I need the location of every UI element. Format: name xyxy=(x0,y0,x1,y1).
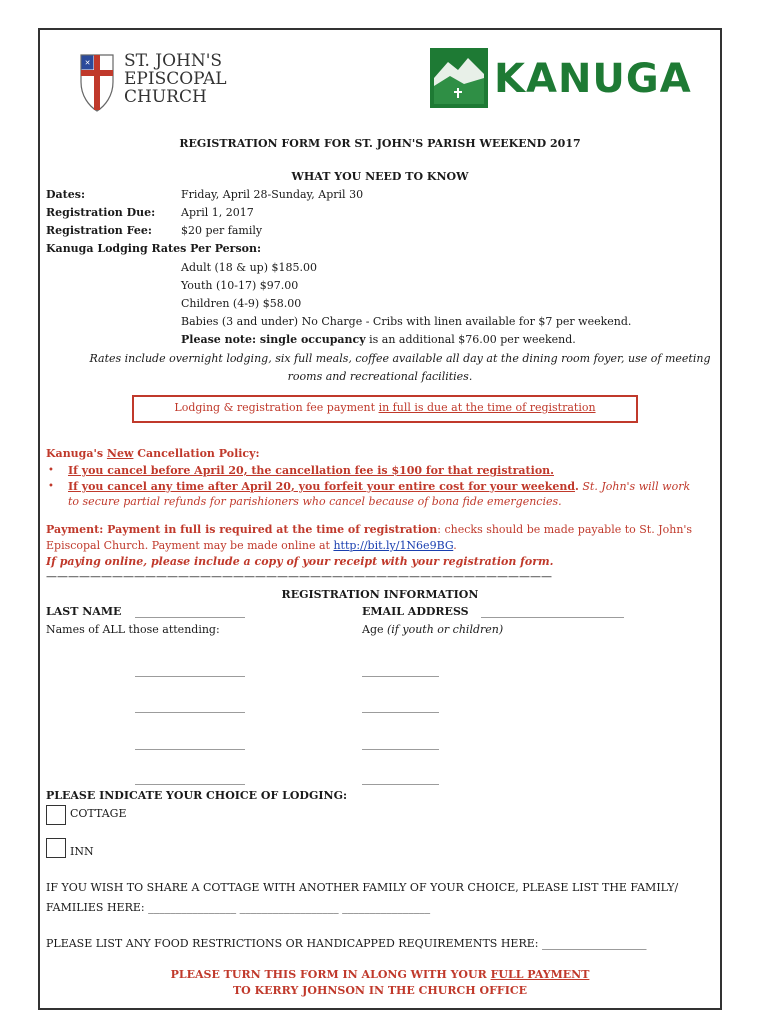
due-value: April 1, 2017 xyxy=(181,206,254,219)
know-heading: WHAT YOU NEED TO KNOW xyxy=(291,170,469,183)
attendee-name-field[interactable]: ____________________ xyxy=(135,700,245,713)
registration-info-heading: REGISTRATION INFORMATION xyxy=(281,588,479,601)
share-cottage-line2[interactable]: FAMILIES HERE: ________________ __________________ ________________ xyxy=(46,901,431,914)
attendee-name-field[interactable]: ____________________ xyxy=(135,664,245,677)
inn-label: INN xyxy=(70,845,94,858)
inn-checkbox[interactable] xyxy=(46,838,66,858)
cancellation-bullet-2-line2: to secure partial refunds for parishioners who cancel because of bona fide emergencies. xyxy=(68,495,562,508)
dates-value: Friday, April 28-Sunday, April 30 xyxy=(181,188,364,201)
bullet-dot-1: • xyxy=(48,465,54,476)
single-occupancy-note: Please note: single occupancy is an additional $76.00 per weekend. xyxy=(181,333,576,346)
svg-text:✕: ✕ xyxy=(84,59,91,67)
rate-adult: Adult (18 & up) $185.00 xyxy=(181,261,317,274)
cancellation-heading: Kanuga's New Cancellation Policy: xyxy=(46,447,260,460)
fee-value: $20 per family xyxy=(181,224,263,237)
online-payment-note: If paying online, please include a copy of your receipt with your registration form. xyxy=(46,555,554,568)
kanuga-mountain-icon xyxy=(430,48,488,108)
section-divider: —————————————————————————————————————————————— xyxy=(46,570,552,583)
lodging-heading: PLEASE INDICATE YOUR CHOICE OF LODGING: xyxy=(46,789,348,802)
attendee-name-field[interactable]: ____________________ xyxy=(135,737,245,750)
due-label: Registration Due: xyxy=(46,206,156,219)
attendee-age-field[interactable]: ______________ xyxy=(362,664,439,677)
payment-link[interactable]: http://bit.ly/1N6e9BG xyxy=(333,539,454,552)
closing-line1: PLEASE TURN THIS FORM IN ALONG WITH YOUR FULL PAYMENT xyxy=(170,968,590,981)
rate-youth: Youth (10-17) $97.00 xyxy=(181,279,299,292)
rate-children: Children (4-9) $58.00 xyxy=(181,297,302,310)
attendee-age-field[interactable]: ______________ xyxy=(362,772,439,785)
bullet-dot-2: • xyxy=(48,481,54,492)
rates-include-line1: Rates include overnight lodging, six full meals, coffee available all day at the dining room foyer, use of meeting xyxy=(89,352,711,365)
cancellation-bullet-1: If you cancel before April 20, the cancellation fee is $100 for that registration. xyxy=(68,464,554,477)
attendee-name-field[interactable]: ____________________ xyxy=(135,772,245,785)
form-title: REGISTRATION FORM FOR ST. JOHN'S PARISH WEEKEND 2017 xyxy=(179,137,581,150)
church-name-line2: EPISCOPAL xyxy=(124,69,227,89)
share-cottage-line1: IF YOU WISH TO SHARE A COTTAGE WITH ANOTHER FAMILY OF YOUR CHOICE, PLEASE LIST THE FAMILY/ xyxy=(46,881,679,894)
email-field[interactable]: __________________________ xyxy=(481,605,624,618)
last-name-field[interactable]: ____________________ xyxy=(135,605,245,618)
age-label: Age (if youth or children) xyxy=(362,623,504,636)
rates-label: Kanuga Lodging Rates Per Person: xyxy=(46,242,262,255)
names-label: Names of ALL those attending: xyxy=(46,623,220,636)
church-logo xyxy=(80,51,227,114)
rate-babies: Babies (3 and under) No Charge - Cribs with linen available for $7 per weekend. xyxy=(181,315,632,328)
attendee-age-field[interactable]: ______________ xyxy=(362,700,439,713)
kanuga-logo xyxy=(430,48,692,110)
cottage-checkbox[interactable] xyxy=(46,805,66,825)
kanuga-wordmark: KANUGA xyxy=(494,56,692,102)
dates-label: Dates: xyxy=(46,188,85,201)
fee-label: Registration Fee: xyxy=(46,224,152,237)
cottage-label: COTTAGE xyxy=(70,807,127,820)
church-name-line3: CHURCH xyxy=(124,87,207,107)
email-label: EMAIL ADDRESS xyxy=(362,605,469,618)
payment-due-text: Lodging & registration fee payment in full is due at the time of registration xyxy=(174,401,596,414)
payment-line2: Episcopal Church. Payment may be made online at http://bit.ly/1N6e9BG. xyxy=(46,539,457,552)
closing-line2: TO KERRY JOHNSON IN THE CHURCH OFFICE xyxy=(233,984,527,997)
attendee-age-field[interactable]: ______________ xyxy=(362,737,439,750)
church-shield-icon xyxy=(80,54,114,112)
payment-line1: Payment: Payment in full is required at the time of registration: checks should be made payable to St. John's xyxy=(46,523,693,536)
last-name-label: LAST NAME xyxy=(46,605,122,618)
cancellation-bullet-2: If you cancel any time after April 20, you forfeit your entire cost for your weekend. St. John's will work xyxy=(68,480,691,493)
church-name-line1: ST. JOHN'S xyxy=(124,51,223,71)
food-restrictions-line[interactable]: PLEASE LIST ANY FOOD RESTRICTIONS OR HANDICAPPED REQUIREMENTS HERE: ___________________ xyxy=(46,937,647,950)
rates-include-line2: rooms and recreational facilities. xyxy=(287,370,473,383)
